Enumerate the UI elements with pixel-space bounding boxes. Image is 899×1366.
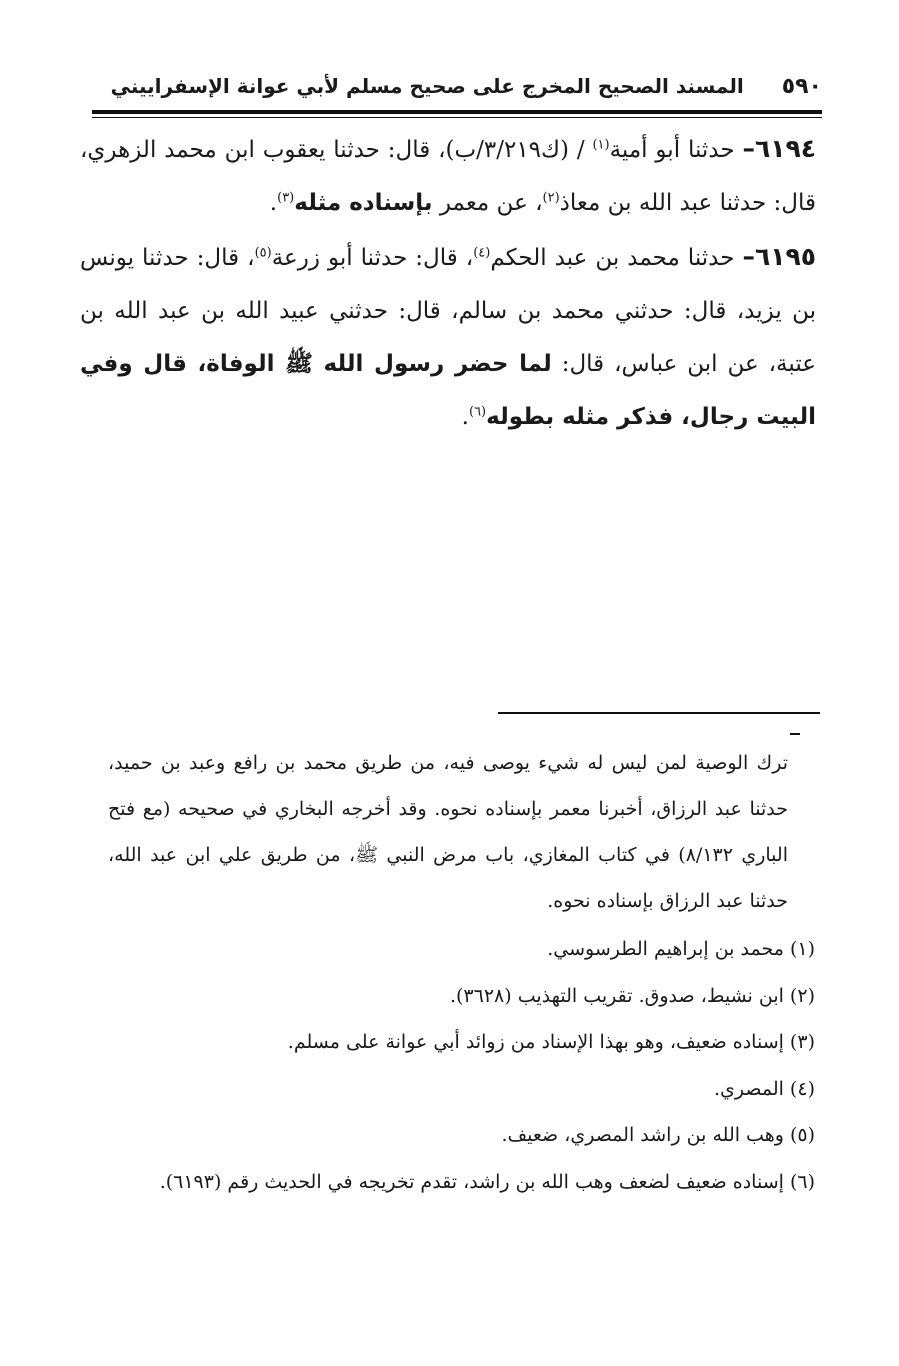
hadith-6194: ٦١٩٤– حدثنا أبو أمية$^{(١)}$ / (ك٣/٢١٩/ب)، قال: حدثنا يعقوب ابن محمد الزهري، قال: حدثنا عبد الله بن معاذ$^{(٢)}$، عن معمر بإسناده مثله$^{(٣)}$. [80,134,816,216]
footnote-ref: (٣) [277,190,295,206]
continuation-mark [790,733,800,735]
footnote-ref: (٢) [542,190,560,206]
hadith-6195: ٦١٩٥– حدثنا محمد بن عبد الحكم$^{(٤)}$، قال: حدثنا أبو زرعة$^{(٥)}$، قال: حدثنا يونس بن يزيد، قال: حدثني محمد بن سالم، قال: حدثني عبيد الله بن عبد الله بن عتبة، عن ابن عباس، قال: لما حضر رسول الله ﷺ الوفاة، قال وفي البيت رجال، فذكر مثله بطوله$^{(٦)}$. [80,242,816,430]
main-text [80,122,816,444]
header-rule-thick [92,110,822,114]
footnote-2: (٢) ابن نشيط، صدوق. تقريب التهذيب (٣٦٢٨). [449,984,815,1007]
running-title: المسند الصحيح المخرج على صحيح مسلم لأبي عوانة الإسفراييني [110,74,744,98]
footnote-4: (٤) المصري. [713,1077,815,1100]
footnote-continuation: ترك الوصية لمن ليس له شيء يوصى فيه، من طريق محمد بن رافع وعبد بن حميد، حدثنا عبد الرزاق، أخبرنا معمر بإسناده نحوه. وقد أخرجه البخاري في صحيحه (مع فتح الباري ٨/١٣٢) في كتاب المغازي، باب مرض النبي ﷺ، من طريق علي ابن عبد الله، حدثنا عبد الرزاق بإسناده نحوه. [108,752,788,912]
header-rule-thin [92,117,822,118]
running-header [92,66,822,106]
footnote-separator [498,712,820,714]
bold-matn: لما حضر رسول الله ﷺ الوفاة، قال وفي البيت رجال، فذكر مثله بطوله [80,351,816,430]
hadith-number: ٦١٩٥ [754,242,816,271]
bold-phrase: بإسناده مثله [294,190,433,216]
footnote-ref: (٥) [254,245,272,261]
footnotes [90,926,815,1205]
footnote-1: (١) محمد بن إبراهيم الطرسوسي. [547,938,815,960]
page-number: ٥٩٠ [781,73,822,99]
footnote-ref: (١) [592,137,610,153]
hadith-number: ٦١٩٤ [754,134,816,163]
footnote-ref: (٤) [473,245,491,261]
footnote-6: (٦) إسناده ضعيف لضعف وهب الله بن راشد، تقدم تخريجه في الحديث رقم (٦١٩٣). [159,1170,815,1193]
footnote-5: (٥) وهب الله بن راشد المصري، ضعيف. [501,1124,815,1146]
footnote-ref: (٦) [468,404,487,420]
footnote-3: (٣) إسناده ضعيف، وهو بهذا الإسناد من زوائد أبي عوانة على مسلم. [287,1031,815,1053]
